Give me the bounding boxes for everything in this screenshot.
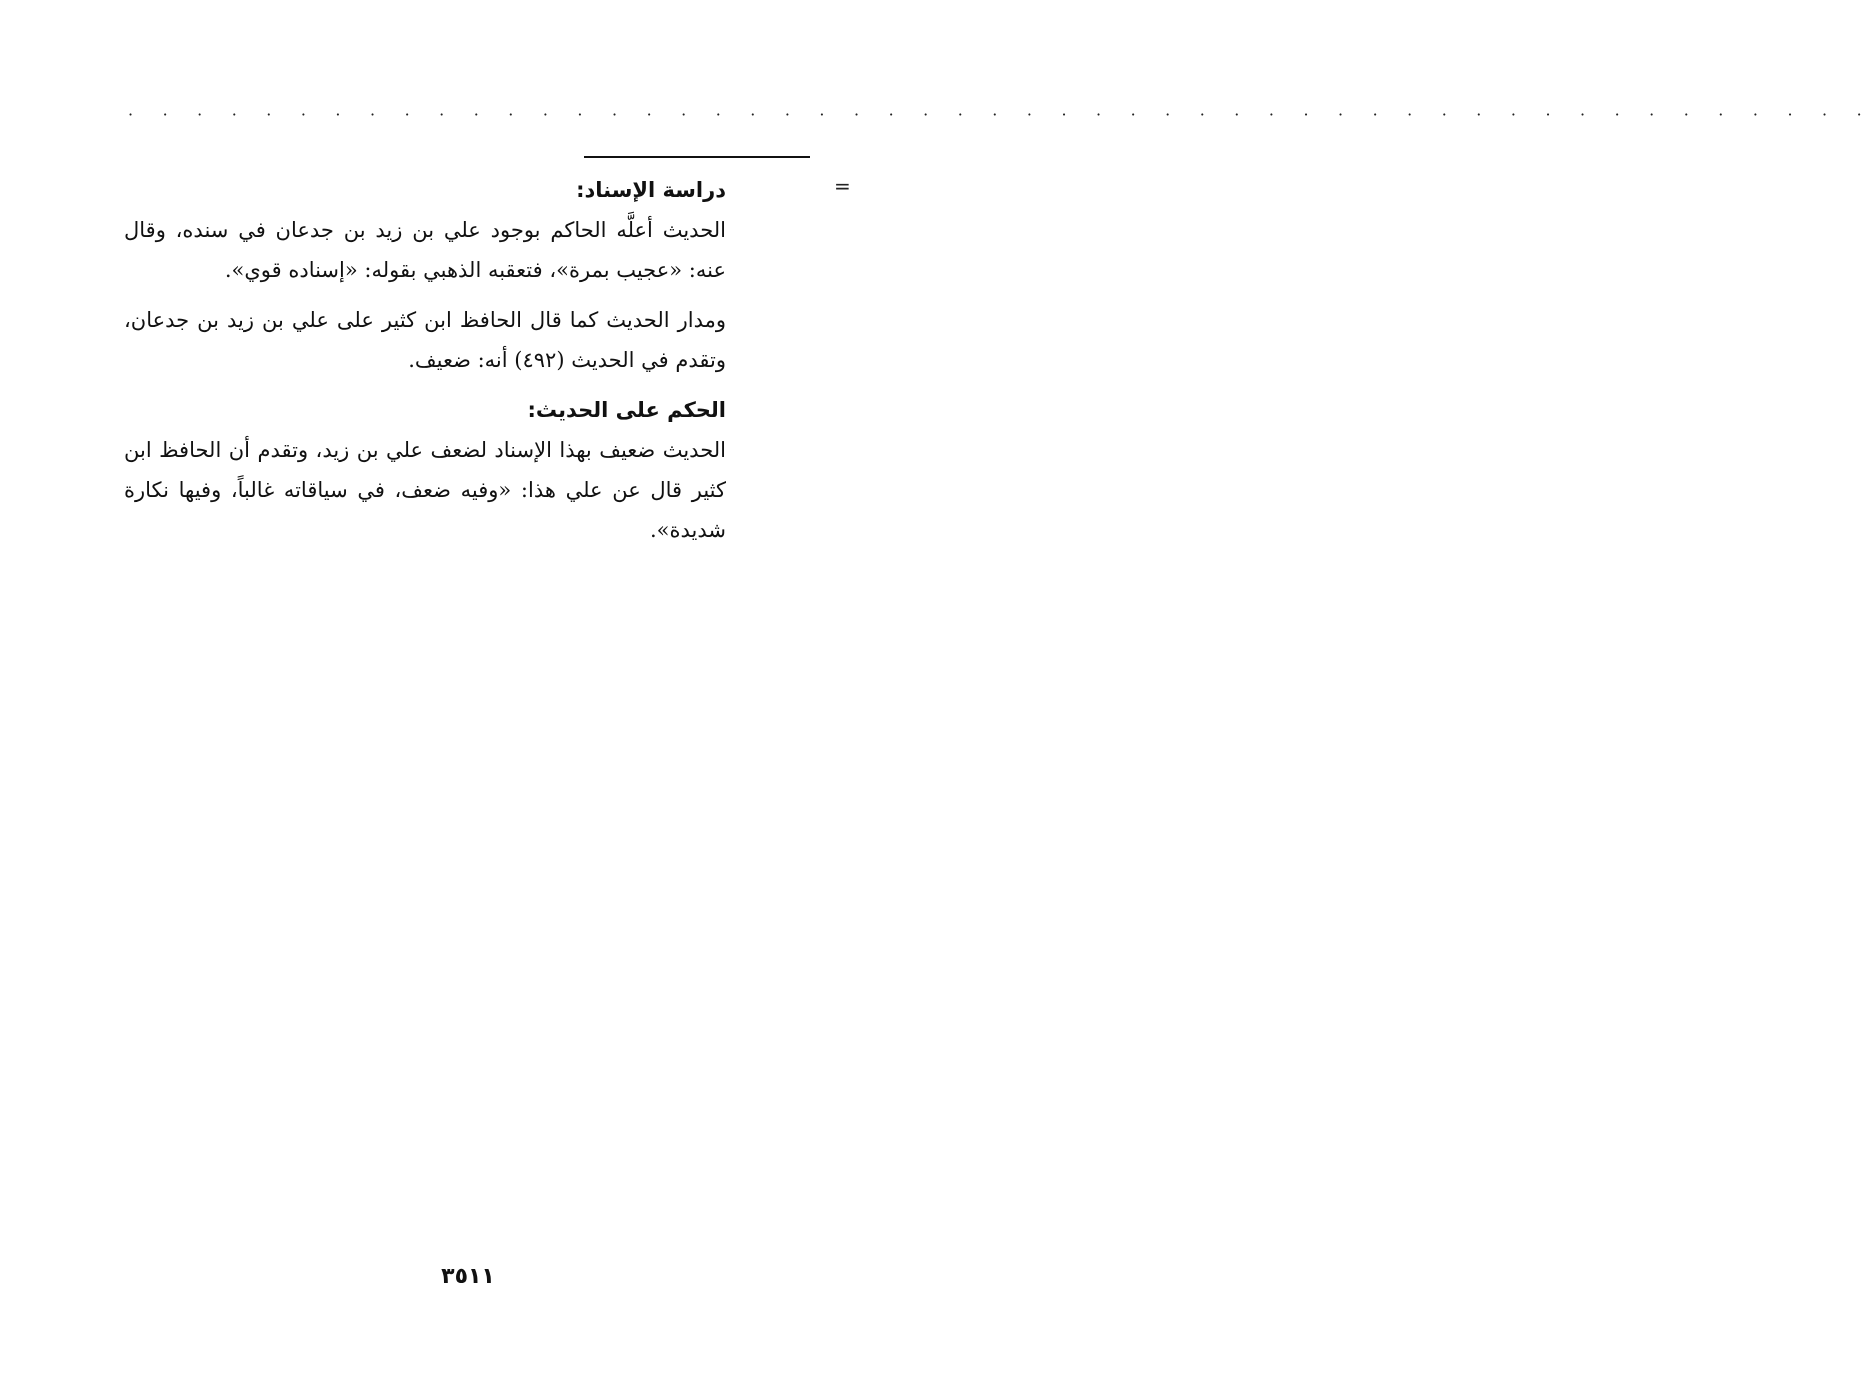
- continuation-mark: =: [834, 174, 851, 198]
- section-heading-ruling: الحكم على الحديث:: [527, 398, 726, 422]
- page-number: ٣٥١١: [441, 1264, 495, 1289]
- section-heading-isnad: دراسة الإسناد:: [576, 178, 726, 202]
- dot-leader: · · · · · · · · · · · · · · · · · · · · · · · · · · · · · · · · · · · · · · · · · · · · · · · · · · ·: [128, 105, 1874, 124]
- paragraph-isnad-2: ومدار الحديث كما قال الحافظ ابن كثير على علي بن زيد بن جدعان، وتقدم في الحديث (٤٩٢) أنه: ضعيف.: [124, 308, 726, 372]
- page-body: [124, 170, 726, 550]
- paragraph-isnad-1: الحديث أعلَّه الحاكم بوجود علي بن زيد بن جدعان في سنده، وقال عنه: «عجيب بمرة»، فتعقبه الذهبي بقوله: «إسناده قوي».: [124, 218, 726, 282]
- paragraph-ruling-1: الحديث ضعيف بهذا الإسناد لضعف علي بن زيد، وتقدم أن الحافظ ابن كثير قال عن علي هذا: «وفيه ضعف، في سياقاته غالباً، وفيها نكارة شديدة».: [124, 438, 726, 542]
- footnote-separator: [584, 156, 810, 158]
